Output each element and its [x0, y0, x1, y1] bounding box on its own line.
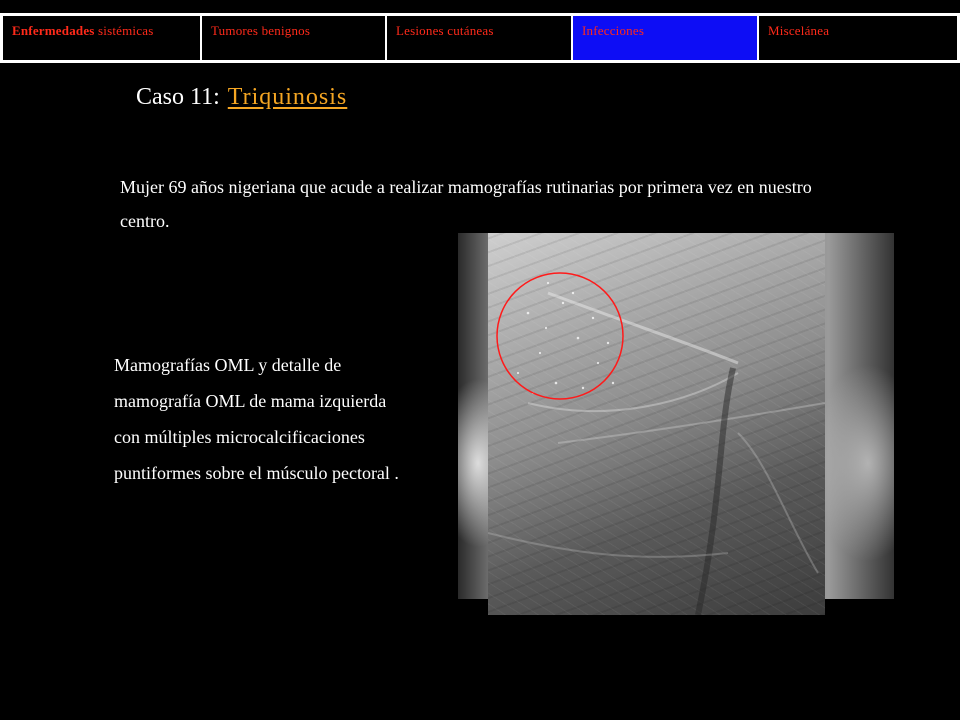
nav-tab-miscelanea[interactable] — [759, 16, 957, 60]
case-title-link[interactable]: Triquinosis — [227, 84, 348, 110]
mammogram-detail-image — [488, 233, 825, 615]
case-label: Caso 11: — [136, 84, 220, 110]
nav-tab-label: Infecciones — [582, 23, 645, 38]
mammogram-detail-overlay — [488, 233, 825, 615]
nav-tab-infecciones[interactable] — [573, 16, 757, 60]
nav-tab-enfermedades-sistemicas[interactable] — [3, 16, 200, 60]
top-nav — [0, 13, 960, 63]
nav-tab-label: Tumores benignos — [211, 23, 311, 38]
case-description: Mujer 69 años nigeriana que acude a realizar mamografías rutinarias por primera vez en nuestro centro. — [120, 177, 812, 231]
page-title — [136, 84, 347, 111]
caption-line: mamografía OML de mama izquierda — [114, 391, 387, 411]
nav-tab-tumores-benignos[interactable] — [202, 16, 385, 60]
image-caption — [114, 347, 464, 491]
nav-tab-label: Miscelánea — [768, 23, 830, 38]
nav-tab-label-rest: sistémicas — [94, 23, 154, 38]
caption-line: Mamografías OML y detalle de — [114, 355, 342, 375]
highlight-circle — [497, 273, 623, 399]
caption-line: con múltiples microcalcificaciones — [114, 427, 365, 447]
nav-tab-lesiones-cutaneas[interactable] — [387, 16, 571, 60]
caption-line: puntiformes sobre el músculo pectoral . — [114, 463, 399, 483]
nav-tab-label-strong: Enfermedades — [12, 23, 95, 38]
nav-tab-label: Lesiones cutáneas — [396, 23, 494, 38]
